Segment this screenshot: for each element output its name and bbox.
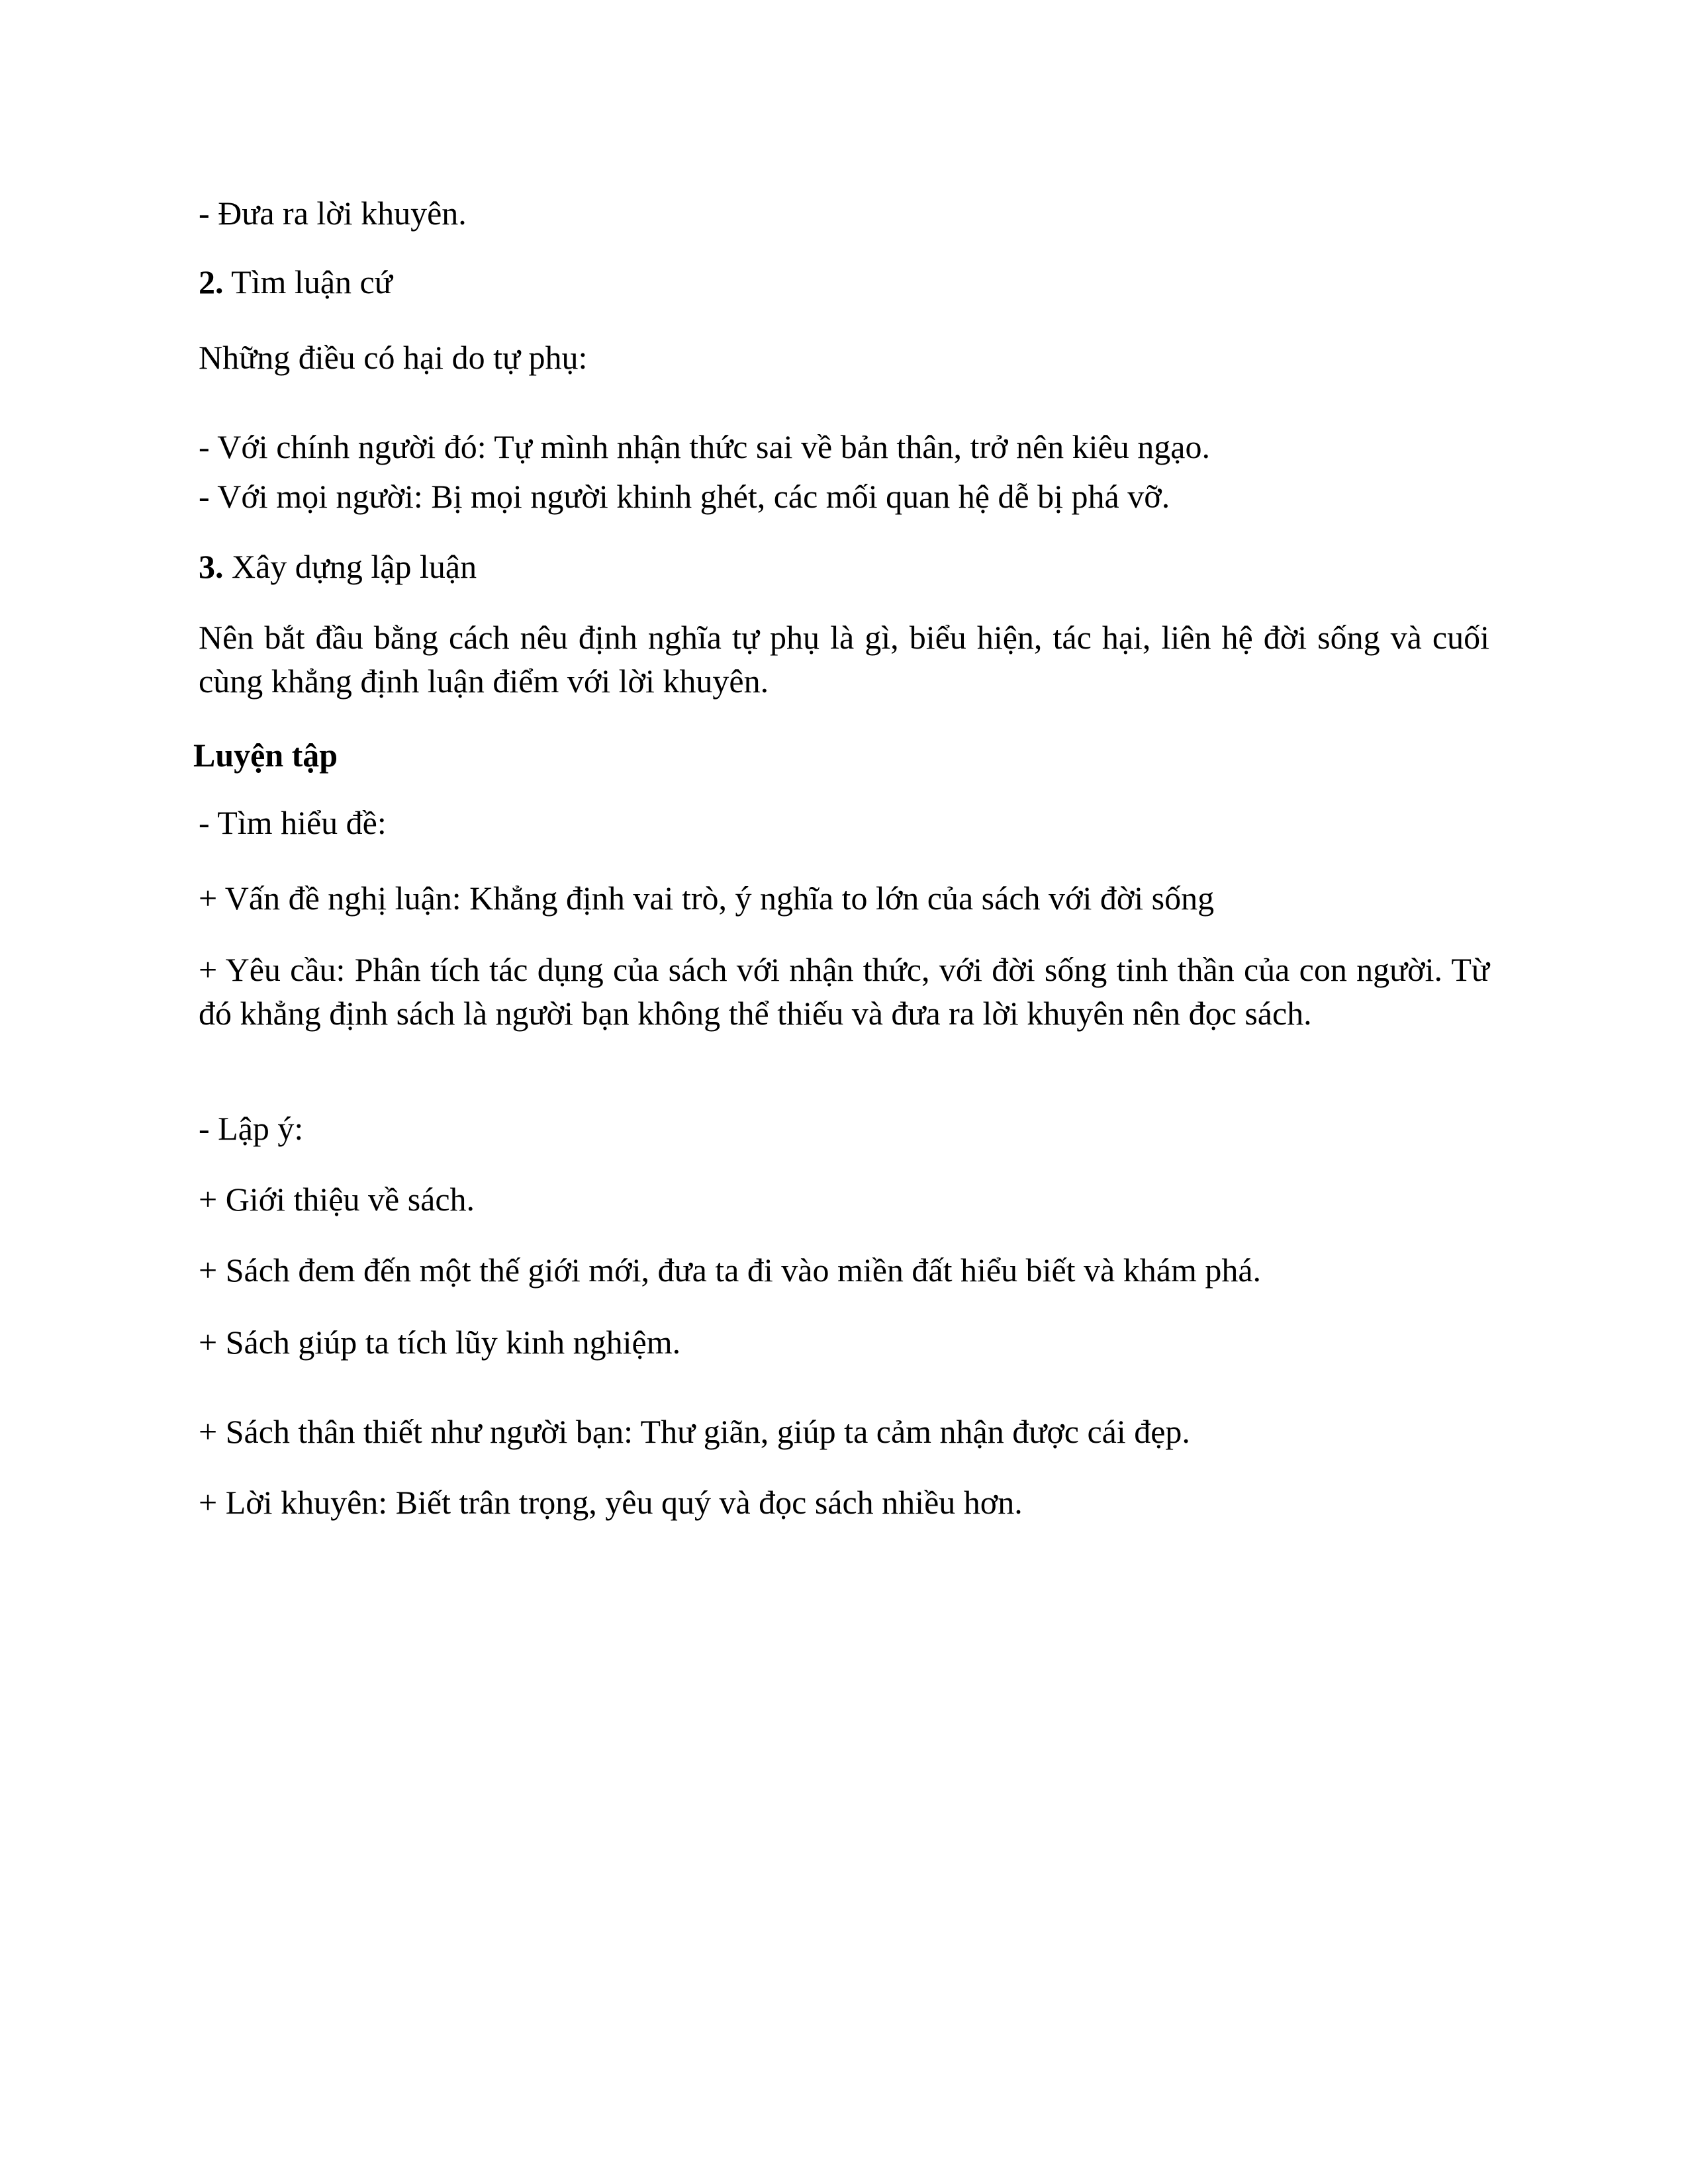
text-line bbox=[199, 475, 1489, 518]
text-line bbox=[199, 1480, 1489, 1524]
text-line bbox=[199, 336, 1489, 379]
section-number: 3. bbox=[199, 548, 224, 585]
line-text: + Sách thân thiết như người bạn: Thư giãn, giúp ta cảm nhận được cái đẹp. bbox=[199, 1413, 1190, 1450]
text-line bbox=[199, 1248, 1489, 1292]
section-title: Xây dựng lập luận bbox=[223, 548, 477, 585]
section-number: 2. bbox=[199, 263, 224, 300]
paragraph bbox=[199, 948, 1489, 1035]
line-text: - Với chính người đó: Tự mình nhận thức sai về bản thân, trở nên kiêu ngạo. bbox=[199, 428, 1210, 465]
section-title: Tìm luận cứ bbox=[223, 263, 393, 300]
section-title: Luyện tập bbox=[193, 737, 338, 774]
line-text: + Giới thiệu về sách. bbox=[199, 1181, 475, 1218]
line-text: + Sách đem đến một thế giới mới, đưa ta đi vào miền đất hiểu biết và khám phá. bbox=[199, 1251, 1262, 1289]
section-heading bbox=[199, 260, 1489, 304]
paragraph-text: Nên bắt đầu bằng cách nêu định nghĩa tự phụ là gì, biểu hiện, tác hại, liên hệ đời sống và cuối cùng khẳng định luận điểm với lời khuyên. bbox=[199, 619, 1489, 700]
text-line bbox=[199, 191, 1489, 235]
section-heading bbox=[199, 545, 1489, 588]
text-line bbox=[199, 1177, 1489, 1221]
line-text: - Tìm hiểu đề: bbox=[199, 804, 387, 841]
line-text: - Lập ý: bbox=[199, 1110, 304, 1147]
text-line bbox=[199, 425, 1489, 469]
line-text: Những điều có hại do tự phụ: bbox=[199, 339, 588, 376]
text-line bbox=[199, 1320, 1489, 1364]
text-line bbox=[199, 876, 1489, 920]
text-line bbox=[199, 1410, 1489, 1453]
text-line bbox=[199, 1107, 1489, 1150]
paragraph-text: + Yêu cầu: Phân tích tác dụng của sách với nhận thức, với đời sống tinh thần của con người. Từ đó khẳng định sách là người bạn không thể thiếu và đưa ra lời khuyên nên đọc sách. bbox=[199, 951, 1489, 1032]
line-text: - Đưa ra lời khuyên. bbox=[199, 195, 467, 232]
section-heading bbox=[193, 733, 1484, 777]
paragraph bbox=[199, 615, 1489, 703]
line-text: - Với mọi người: Bị mọi người khinh ghét, các mối quan hệ dễ bị phá vỡ. bbox=[199, 478, 1170, 515]
line-text: + Vấn đề nghị luận: Khẳng định vai trò, ý nghĩa to lớn của sách với đời sống bbox=[199, 880, 1215, 917]
text-line bbox=[199, 801, 1489, 844]
line-text: + Lời khuyên: Biết trân trọng, yêu quý và đọc sách nhiều hơn. bbox=[199, 1484, 1023, 1521]
line-text: + Sách giúp ta tích lũy kinh nghiệm. bbox=[199, 1324, 681, 1361]
